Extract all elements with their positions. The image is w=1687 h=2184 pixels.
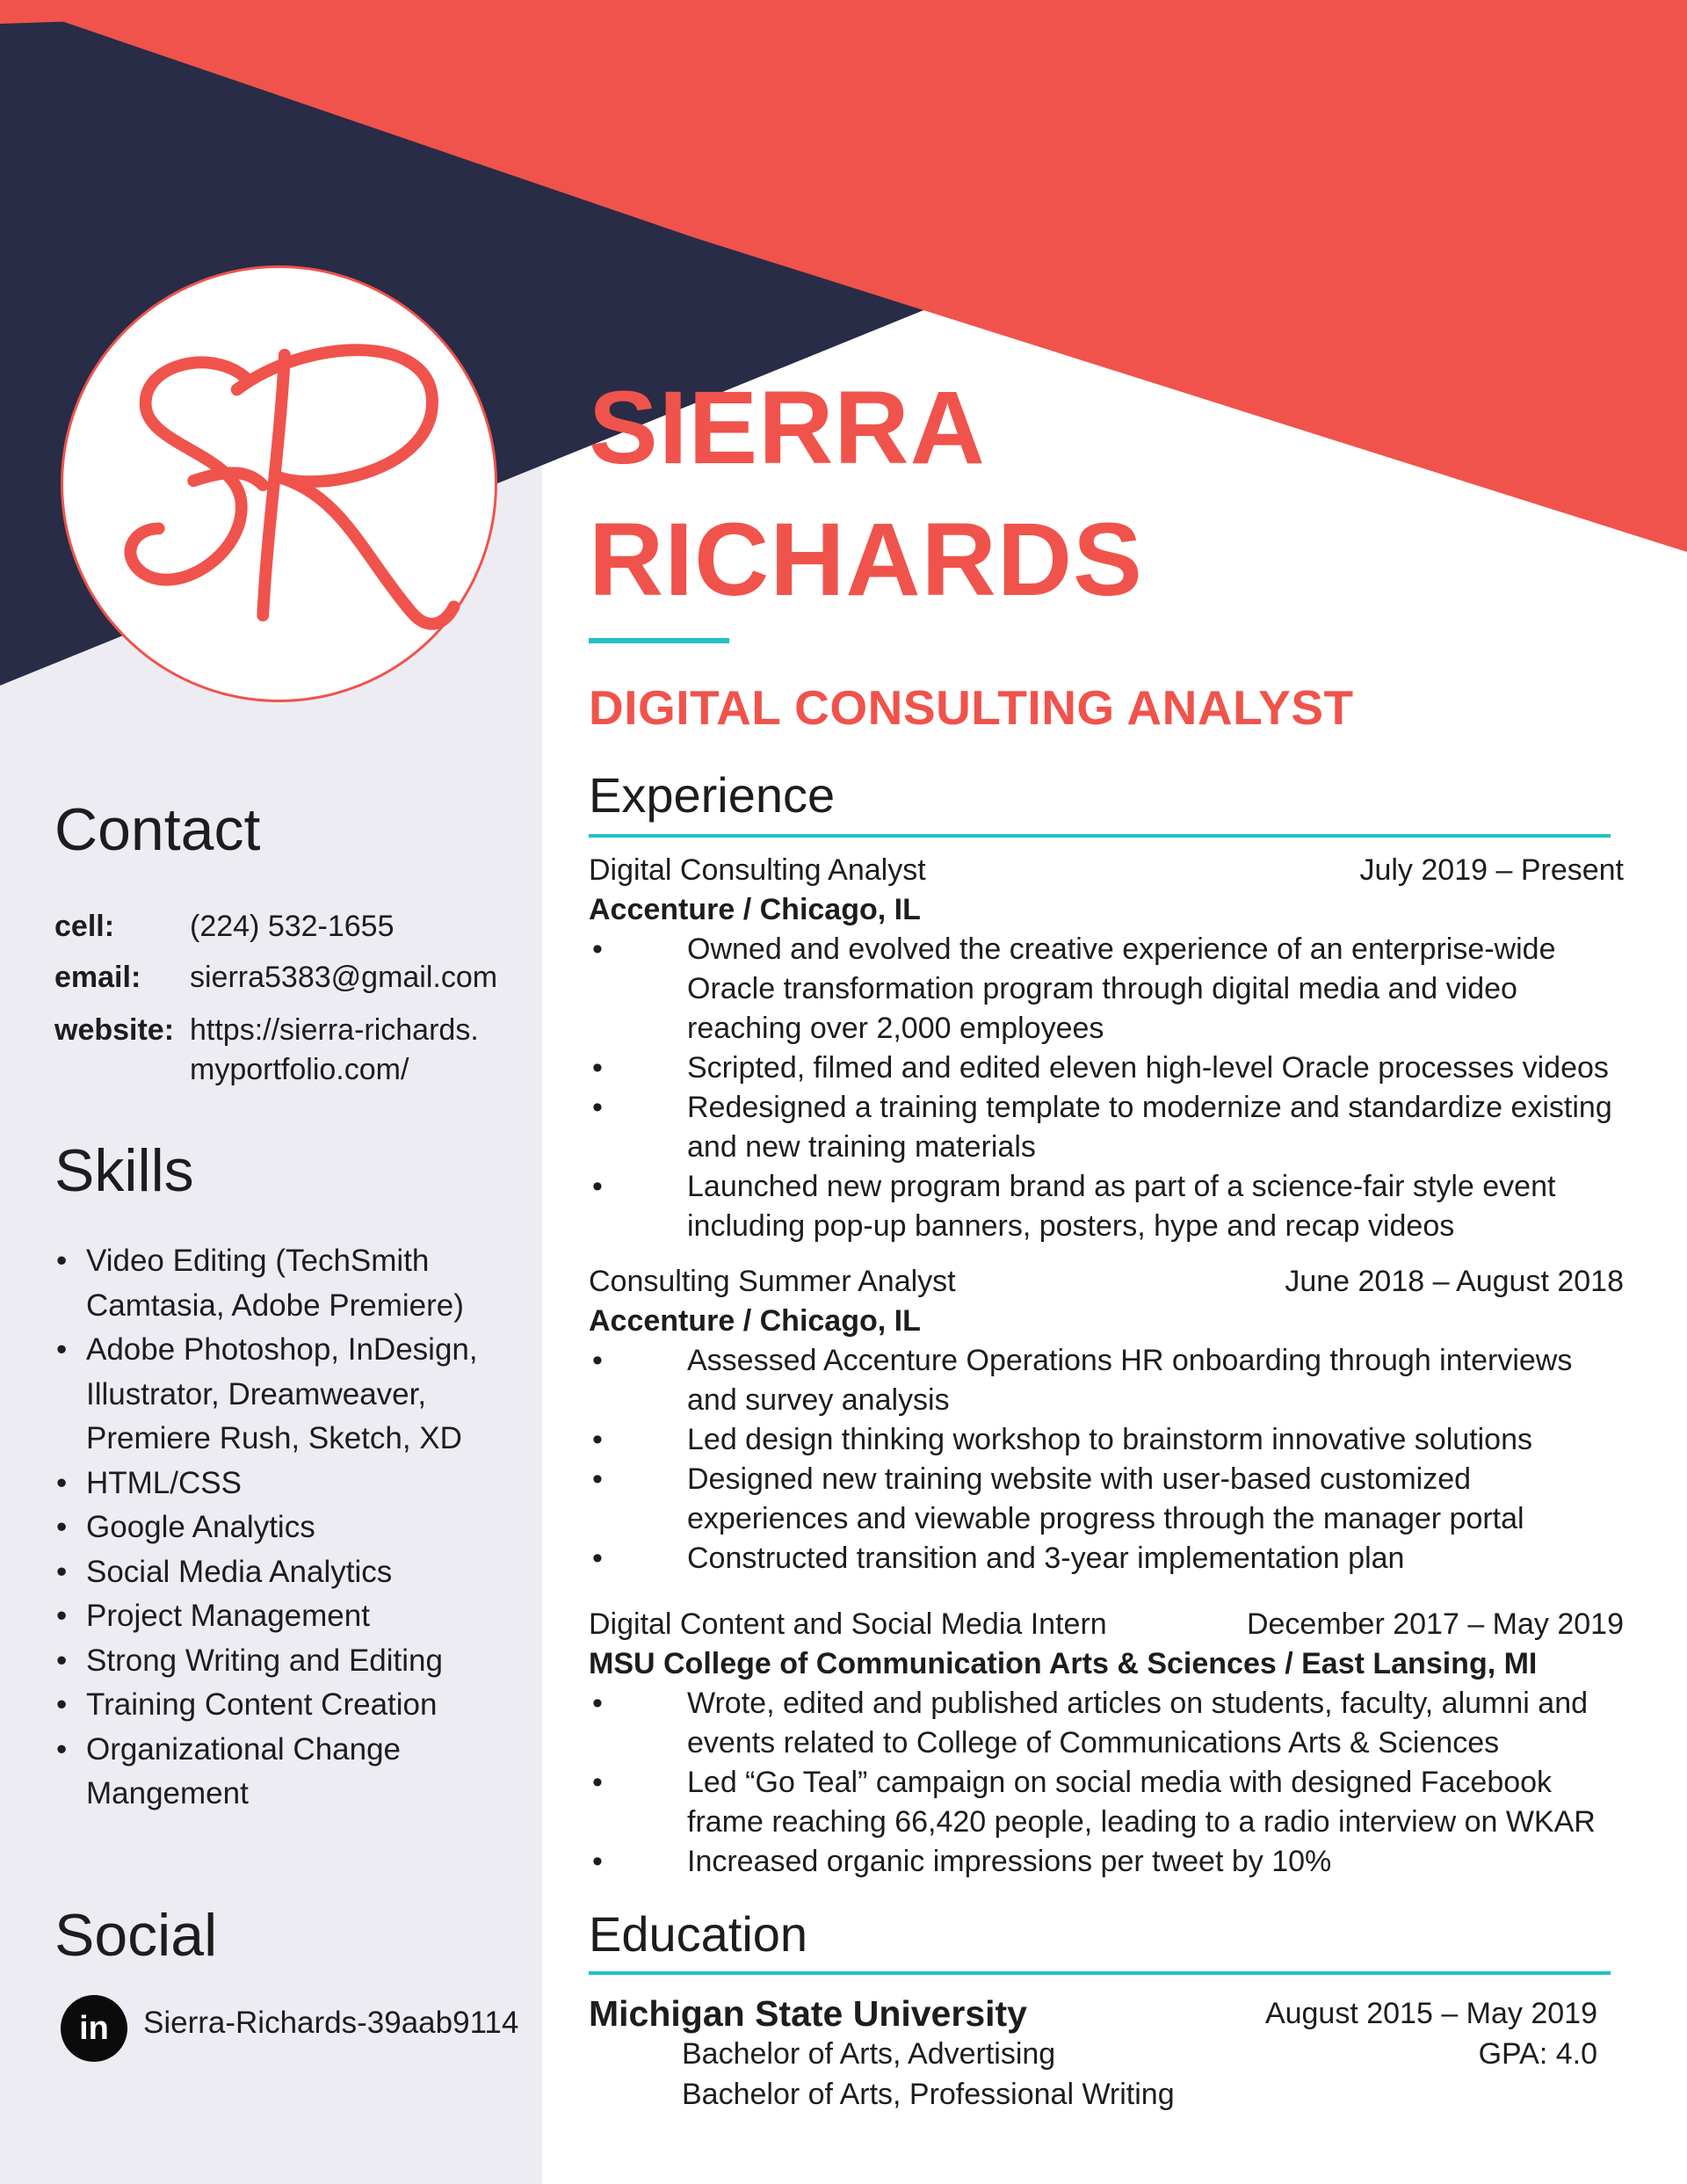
- linkedin-handle[interactable]: Sierra-Richards-39aab9114: [143, 2006, 519, 2040]
- job-bullet: • Designed new training website with user-based customized experiences and viewable progress through the manager portal: [589, 1460, 1624, 1539]
- skill-item: • Google Analytics: [54, 1506, 529, 1550]
- job-organization: Accenture / Chicago, IL: [589, 893, 921, 926]
- job-bullet: • Owned and evolved the creative experience of an enterprise-wide Oracle transformation program through digital media and video reaching over 2,000 employees: [589, 930, 1624, 1048]
- skills-heading: Skills: [54, 1137, 194, 1204]
- job-dates: June 2018 – August 2018: [1285, 1265, 1624, 1298]
- sr-monogram-logo: [63, 268, 495, 700]
- monogram-logo: [61, 265, 497, 702]
- name-first: SIERRA: [589, 370, 986, 486]
- email-link[interactable]: sierra5383@gmail.com: [190, 961, 498, 994]
- job-entry: [589, 1605, 1624, 1882]
- job-dates: December 2017 – May 2019: [1246, 1607, 1624, 1641]
- job-title-headline: DIGITAL CONSULTING ANALYST: [589, 680, 1354, 735]
- skill-item: • Organizational Change Mangement: [54, 1728, 529, 1817]
- job-organization: Accenture / Chicago, IL: [589, 1304, 921, 1338]
- skill-item: • HTML/CSS: [54, 1462, 529, 1506]
- gpa: GPA: 4.0: [1478, 2037, 1597, 2071]
- social-heading: Social: [54, 1902, 218, 1969]
- experience-heading: Experience: [589, 767, 836, 823]
- job-bullets: [589, 1684, 1624, 1882]
- skill-item: • Strong Writing and Editing: [54, 1639, 529, 1684]
- job-dates: July 2019 – Present: [1359, 853, 1624, 887]
- job-bullet: • Redesigned a training template to modernize and standardize existing and new training materials: [589, 1088, 1624, 1167]
- contact-heading: Contact: [54, 796, 261, 863]
- cell-label: cell:: [54, 910, 115, 943]
- skills-list: [54, 1239, 529, 1817]
- school-name: Michigan State University: [589, 1993, 1027, 2034]
- job-bullet: • Led design thinking workshop to brainstorm innovative solutions: [589, 1420, 1624, 1460]
- job-title: Digital Content and Social Media Intern: [589, 1607, 1107, 1641]
- job-bullet: • Led “Go Teal” campaign on social media with designed Facebook frame reaching 66,420 people, leading to a radio interview on WKAR: [589, 1763, 1624, 1842]
- website-line-1: https://sierra-richards.: [190, 1013, 479, 1047]
- job-header: [589, 1605, 1624, 1644]
- education-divider: [589, 1971, 1611, 1975]
- experience-divider: [589, 834, 1611, 838]
- website-link[interactable]: [190, 1011, 479, 1090]
- education-heading: Education: [589, 1906, 808, 1962]
- skill-item: • Social Media Analytics: [54, 1550, 529, 1595]
- skill-item: • Video Editing (TechSmith Camtasia, Adobe Premiere): [54, 1239, 529, 1328]
- degree: Bachelor of Arts, Advertising: [682, 2037, 1056, 2071]
- job-organization: MSU College of Communication Arts & Sciences / East Lansing, MI: [589, 1647, 1538, 1680]
- job-bullets: [589, 1341, 1624, 1578]
- email-label: email:: [54, 961, 141, 994]
- job-header: [589, 1262, 1624, 1302]
- job-title: Consulting Summer Analyst: [589, 1265, 956, 1298]
- job-bullet: • Scripted, filmed and edited eleven high-level Oracle processes videos: [589, 1048, 1624, 1088]
- job-entry: [589, 851, 1624, 1246]
- job-title: Digital Consulting Analyst: [589, 853, 926, 887]
- job-header: [589, 851, 1624, 890]
- linkedin-icon[interactable]: in: [61, 1995, 127, 2062]
- cell-value: (224) 532-1655: [190, 910, 395, 943]
- job-bullet: • Wrote, edited and published articles on students, faculty, alumni and events related to College of Communications Arts & Sciences: [589, 1684, 1624, 1763]
- education-dates: August 2015 – May 2019: [1264, 1997, 1597, 2030]
- name-underline: [589, 638, 729, 643]
- name-last: RICHARDS: [589, 502, 1143, 618]
- job-bullet: • Launched new program brand as part of a science-fair style event including pop-up banners, posters, hype and recap videos: [589, 1167, 1624, 1246]
- job-bullet: • Constructed transition and 3-year implementation plan: [589, 1539, 1624, 1578]
- job-bullet: • Assessed Accenture Operations HR onboarding through interviews and survey analysis: [589, 1341, 1624, 1420]
- website-label: website:: [54, 1013, 175, 1047]
- job-entry: [589, 1262, 1624, 1578]
- skill-item: • Training Content Creation: [54, 1683, 529, 1728]
- job-bullet: • Increased organic impressions per tweet by 10%: [589, 1842, 1624, 1882]
- skill-item: • Adobe Photoshop, InDesign, Illustrator, Dreamweaver, Premiere Rush, Sketch, XD: [54, 1328, 529, 1462]
- degree: Bachelor of Arts, Professional Writing: [682, 2078, 1175, 2111]
- website-line-2: myportfolio.com/: [190, 1053, 409, 1086]
- skill-item: • Project Management: [54, 1594, 529, 1639]
- job-bullets: [589, 930, 1624, 1246]
